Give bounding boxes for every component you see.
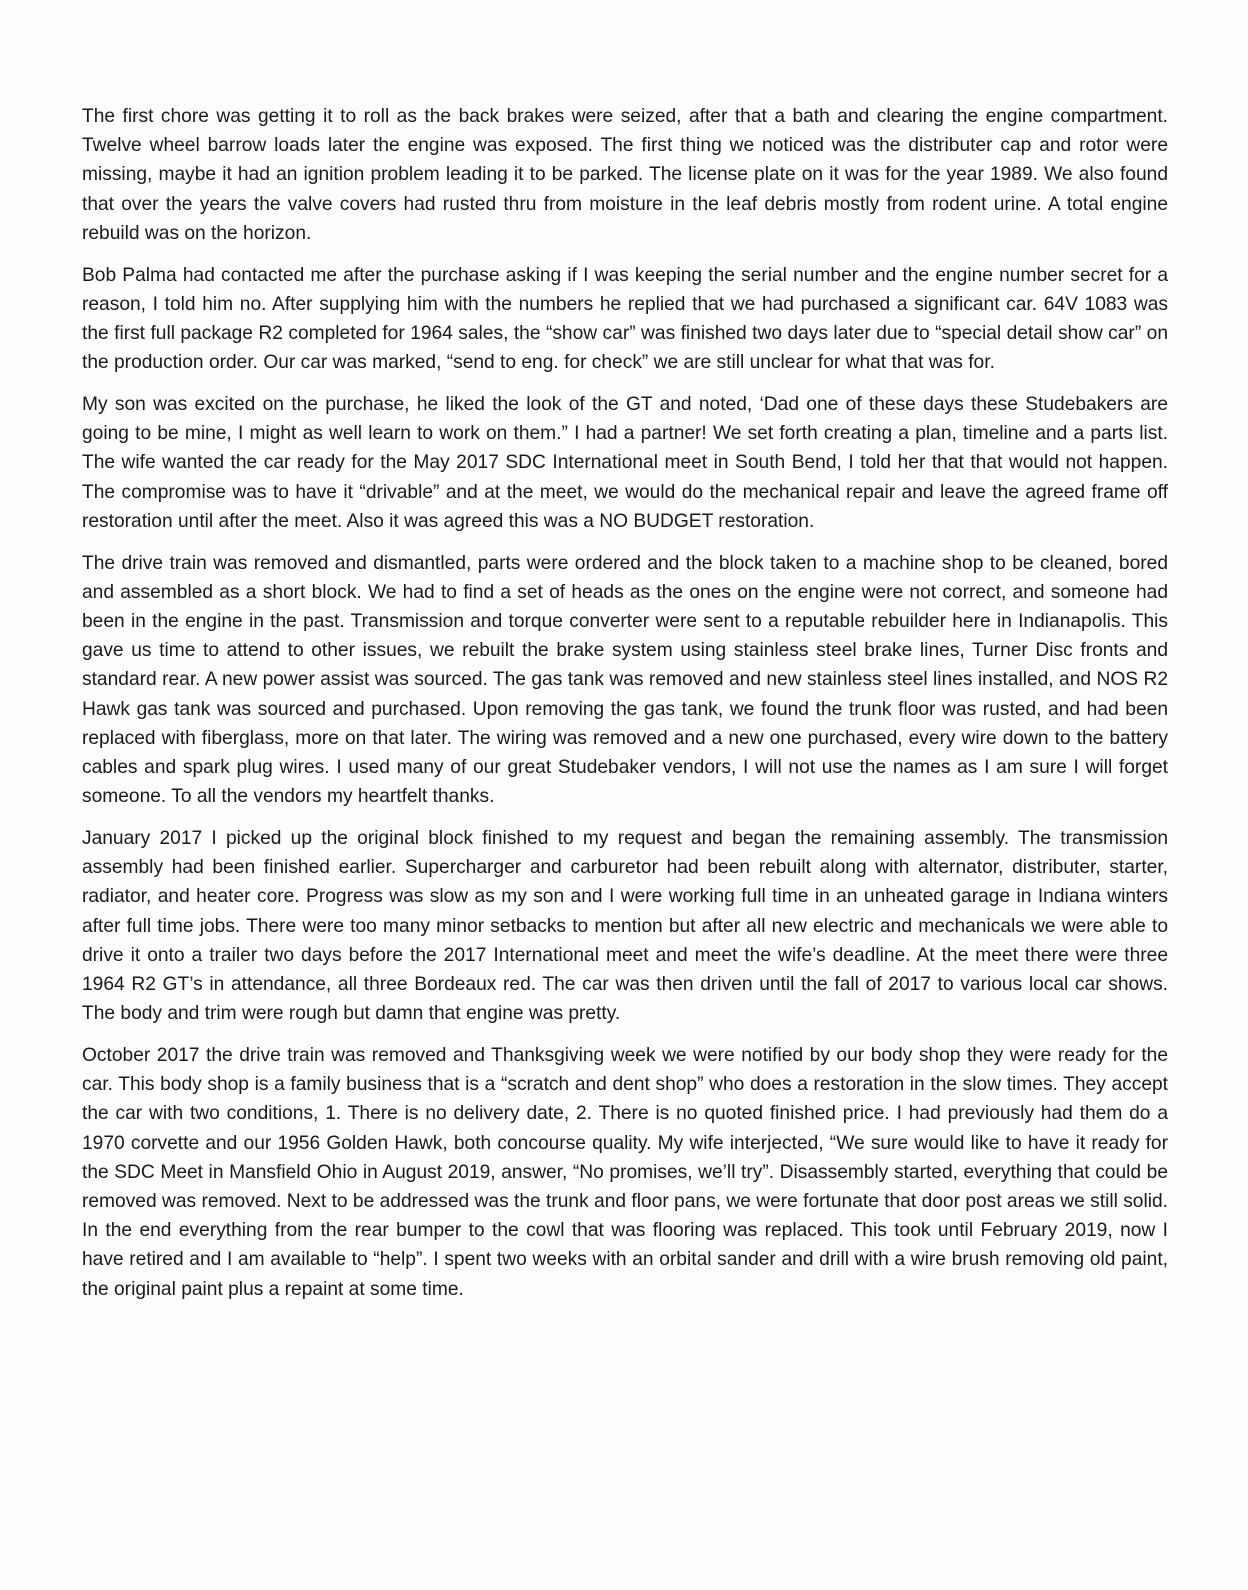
paragraph-1: The first chore was getting it to roll as the back brakes were seized, after that a bath and clearing the engine compartment. Twelve wheel barrow loads later the engine was exposed. The first thing we noticed was the distributer cap and rotor were missing, maybe it had an ignition problem leading it to be parked. The license plate on it was for the year 1989. We also found that over the years the valve covers had rusted thru from moisture in the leaf debris mostly from rodent urine. A total engine rebuild was on the horizon. — [82, 106, 1168, 244]
paragraph-6: October 2017 the drive train was removed and Thanksgiving week we were notified by our body shop they were ready for the car. This body shop is a family business that is a “scratch and dent shop” who does a restoration in the slow times. They accept the car with two conditions, 1. There is no delivery date, 2. There is no quoted finished price. I had previously had them do a 1970 corvette and our 1956 Golden Hawk, both concourse quality. My wife interjected, “We sure would like to have it ready for the SDC Meet in Mansfield Ohio in August 2019, answer, “No promises, we’ll try”. Disassembly started, everything that could be removed was removed. Next to be addressed was the trunk and floor pans, we were fortunate that door post areas we still solid. In the end everything from the rear bumper to the cowl that was flooring was replaced. This took until February 2019, now I have retired and I am available to “help”. I spent two weeks with an orbital sander and drill with a wire brush removing old paint, the original paint plus a repaint at some time. — [82, 1045, 1168, 1300]
paragraph-5: January 2017 I picked up the original block finished to my request and began the remaining assembly. The transmission assembly had been finished earlier. Supercharger and carburetor had been rebuilt along with alternator, distributer, starter, radiator, and heater core. Progress was slow as my son and I were working full time in an unheated garage in Indiana winters after full time jobs. There were too many minor setbacks to mention but after all new electric and mechanicals we were able to drive it onto a trailer two days before the 2017 International meet and meet the wife’s deadline. At the meet there were three 1964 R2 GT’s in attendance, all three Bordeaux red. The car was then driven until the fall of 2017 to various local car shows. The body and trim were rough but damn that engine was pretty. — [82, 828, 1168, 1025]
article-body — [82, 102, 1168, 1316]
paragraph-3: My son was excited on the purchase, he liked the look of the GT and noted, ‘Dad one of these days these Studebakers are going to be mine, I might as well learn to work on them.” I had a partner! We set forth creating a plan, timeline and a parts list. The wife wanted the car ready for the May 2017 SDC International meet in South Bend, I told her that that would not happen. The compromise was to have it “drivable” and at the meet, we would do the mechanical repair and leave the agreed frame off restoration until after the meet. Also it was agreed this was a NO BUDGET restoration. — [82, 394, 1168, 532]
paragraph-2: Bob Palma had contacted me after the purchase asking if I was keeping the serial number and the engine number secret for a reason, I told him no. After supplying him with the numbers he replied that we had purchased a significant car. 64V 1083 was the first full package R2 completed for 1964 sales, the “show car” was finished two days later due to “special detail show car” on the production order. Our car was marked, “send to eng. for check” we are still unclear for what that was for. — [82, 264, 1168, 374]
paragraph-4: The drive train was removed and dismantled, parts were ordered and the block taken to a machine shop to be cleaned, bored and assembled as a short block. We had to find a set of heads as the ones on the engine were not correct, and someone had been in the engine in the past. Transmission and torque converter were sent to a reputable rebuilder here in Indianapolis. This gave us time to attend to other issues, we rebuilt the brake system using stainless steel brake lines, Turner Disc fronts and standard rear. A new power assist was sourced. The gas tank was removed and new stainless steel lines installed, and NOS R2 Hawk gas tank was sourced and purchased. Upon removing the gas tank, we found the trunk floor was rusted, and had been replaced with fiberglass, more on that later. The wiring was removed and a new one purchased, every wire down to the battery cables and spark plug wires. I used many of our great Studebaker vendors, I will not use the names as I am sure I will forget someone. To all the vendors my heartfelt thanks. — [82, 552, 1168, 808]
